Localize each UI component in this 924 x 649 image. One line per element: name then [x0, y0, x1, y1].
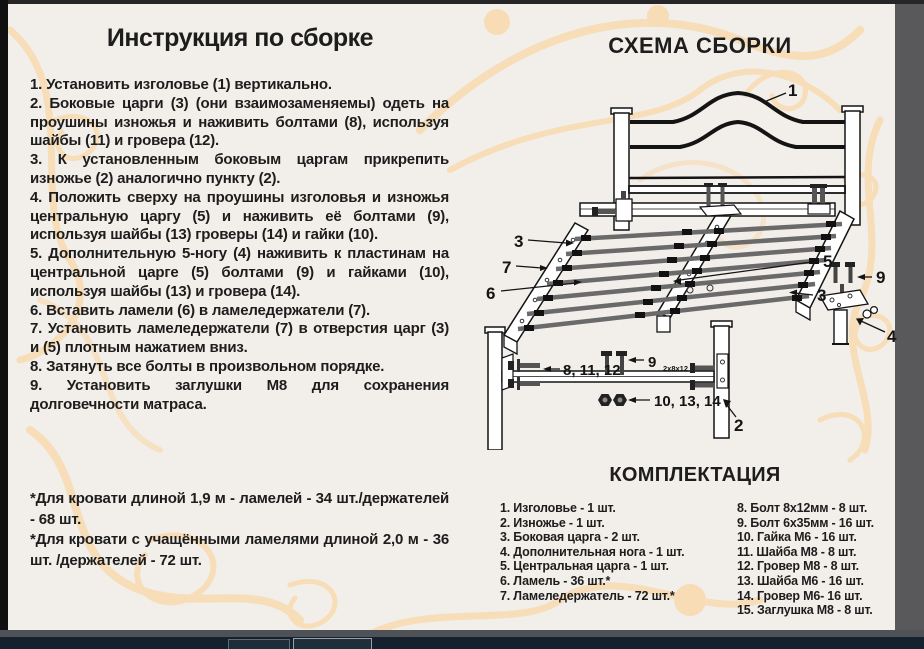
- instruction-steps: [30, 76, 449, 414]
- parts-list-item: 8. Болт 8х12мм - 8 шт.: [737, 501, 868, 515]
- parts-list-item: 4. Дополнительная нога - 1 шт.: [500, 544, 685, 559]
- instruction-step: 4. Положить сверху на проушины изголовья и изножья центральную царгу (5) и наживить её болтами (9), используя шайбы (13) гроверы (14) и гайки (10).: [30, 188, 449, 244]
- parts-list-item: 1. Изголовье - 1 шт.: [500, 501, 616, 515]
- footnote: *Для кровати длиной 1,9 м - ламелей - 34 шт./держателей - 68 шт.: [30, 490, 449, 528]
- parts-list-item: 13. Шайба М6 - 16 шт.: [737, 573, 864, 588]
- instruction-step: 2. Боковые царги (3) (они взаимозаменяемы) одеть на проушины изножья и наживить болтами (8), используя шайбы (11) и гровера (12).: [30, 94, 449, 150]
- callout-nut-set: 10, 13, 14: [654, 393, 721, 410]
- callout-size-label: 2х8х12: [663, 364, 689, 373]
- callout-lamel: 6: [486, 284, 496, 303]
- instruction-step: 9. Установить заглушки М8 для сохранения долговечности матраса.: [30, 376, 449, 413]
- parts-list-item: 5. Центральная царга - 1 шт.: [500, 559, 669, 574]
- callout-bolts-leg: 9: [876, 268, 886, 287]
- parts-list-item: 6. Ламель - 36 шт.*: [500, 573, 611, 588]
- parts-list-item: 12. Гровер М8 - 8 шт.: [737, 559, 859, 574]
- callout-bolts-bottom: 9: [648, 354, 657, 371]
- parts-list-item: 11. Шайба М8 - 8 шт.: [737, 544, 857, 559]
- parts-list-item: 3. Боковая царга - 2 шт.: [500, 530, 640, 545]
- callout-footboard: 2: [734, 416, 744, 435]
- parts-list-item: 10. Гайка М6 - 16 шт.: [737, 530, 857, 545]
- callout-extra-leg: 4: [887, 327, 897, 346]
- callout-side-rail-right: 3: [817, 286, 827, 305]
- instruction-step: 6. Вставить ламели (6) в ламеледержатели (7).: [30, 301, 370, 319]
- instructions-title: Инструкция по сборке: [106, 24, 374, 52]
- footnotes: [30, 489, 449, 571]
- parts-list-item: 9. Болт 6х35мм - 16 шт.: [737, 515, 874, 530]
- footnote: *Для кровати с учащёнными ламелями длиной 2,0 м - 36 шт. /держателей - 72 шт.: [30, 531, 449, 569]
- instruction-step: 3. К установленным боковым царгам прикрепить изножье (2) аналогично пункту (2).: [30, 151, 449, 187]
- callout-lamel-holder: 7: [502, 258, 512, 277]
- parts-list-item: 14. Гровер М6- 16 шт.: [737, 588, 863, 603]
- callout-side-rail-left: 3: [514, 232, 524, 251]
- assembly-scheme-title: СХЕМА СБОРКИ: [608, 33, 792, 58]
- parts-list-title: КОМПЛЕКТАЦИЯ: [609, 464, 781, 486]
- callout-central-rail: 5: [823, 252, 833, 271]
- parts-list-column-2: [737, 501, 895, 618]
- parts-list-item: 2. Изножье - 1 шт.: [500, 515, 605, 530]
- footboard-drawing: [485, 321, 732, 450]
- parts-list-item: 15. Заглушка М8 - 8 шт.: [737, 603, 873, 618]
- callout-headboard: 1: [788, 81, 798, 100]
- parts-list-column-1: [500, 501, 735, 603]
- instruction-step: 8. Затянуть все болты в произвольном порядке.: [30, 357, 385, 375]
- parts-list-item: 7. Ламеледержатель - 72 шт.*: [500, 588, 675, 603]
- instruction-step: 5. Дополнительную 5-ногу (4) наживить к пластинам на центральной царге (5) болтами (9) и гайками (10), используя шайбы (13) и гровера (14).: [30, 245, 449, 300]
- callout-bolt-set: 8, 11, 12: [563, 362, 621, 379]
- instruction-step: 1. Установить изголовье (1) вертикально.: [30, 76, 332, 93]
- assembly-diagram: [468, 80, 898, 450]
- instruction-step: 7. Установить ламеледержатели (7) в отверстия царг (3) и (5) плотным нажатием вниз.: [30, 320, 449, 357]
- extra-leg-drawing: [820, 262, 877, 344]
